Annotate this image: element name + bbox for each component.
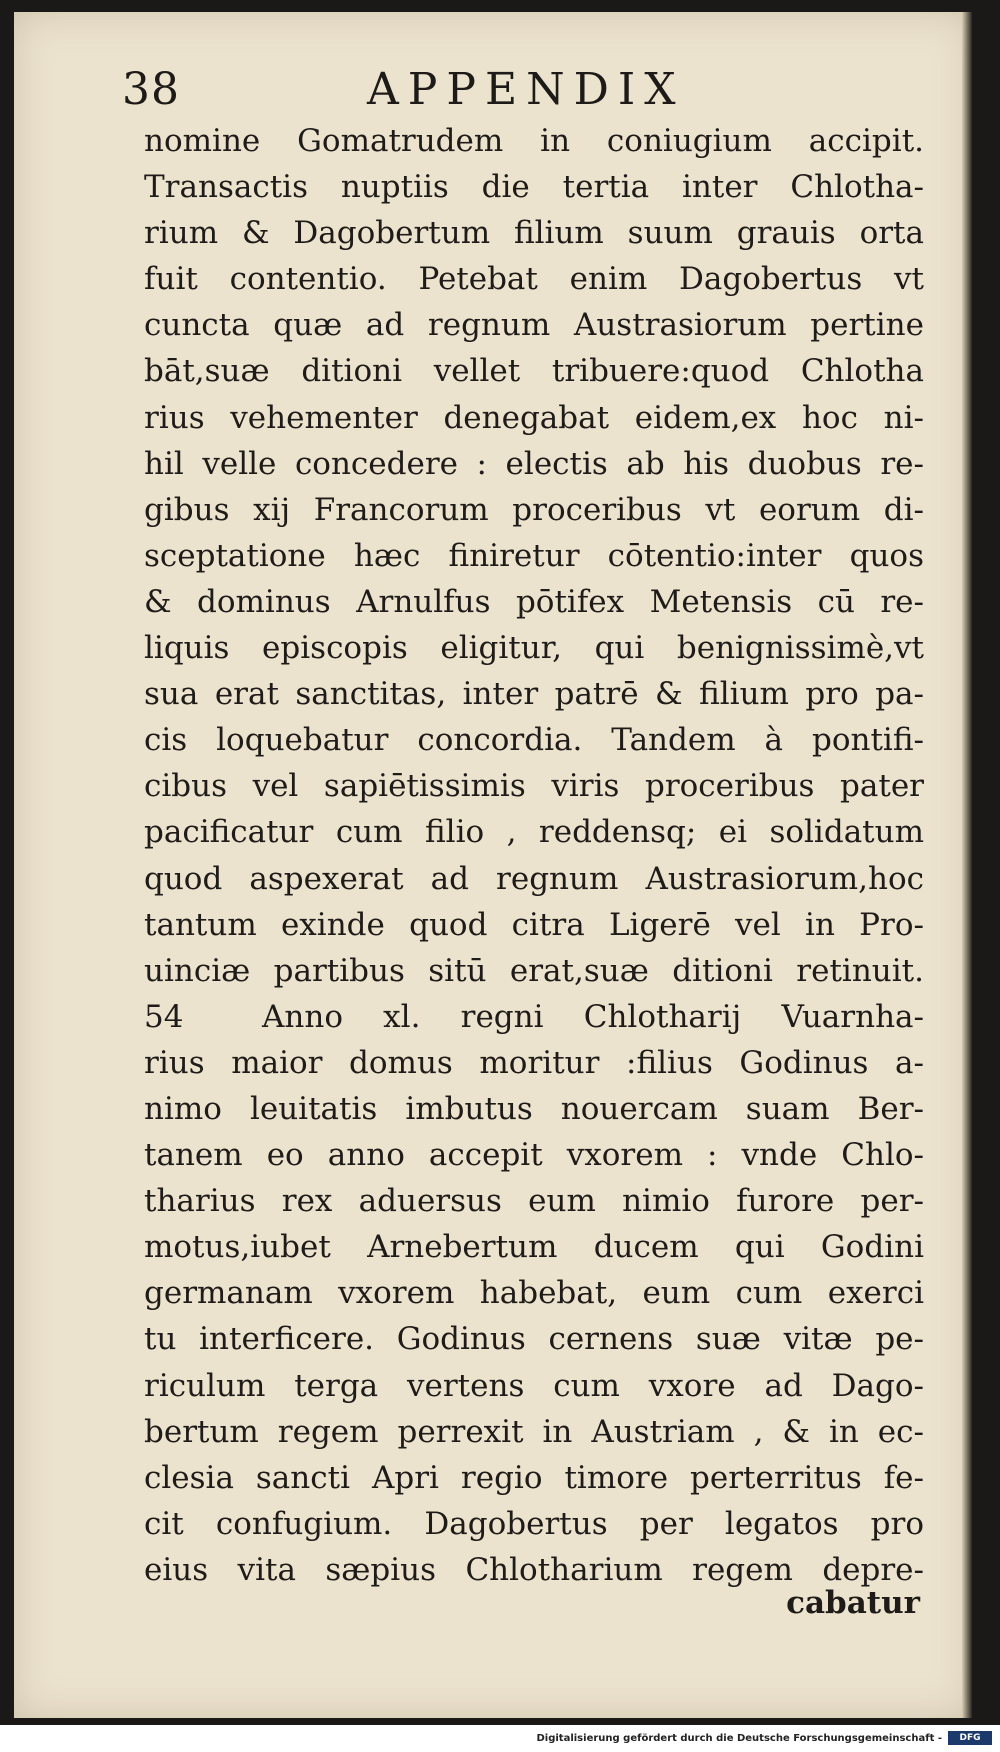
body-text xyxy=(144,118,924,1593)
text-line: bāt,suæ ditioni vellet tribuere:quod Chlotha xyxy=(144,353,924,390)
text-line: pacificatur cum filio , reddensq; ei solidatum xyxy=(144,814,924,851)
text-line: rius vehementer denegabat eidem,ex hoc ni- xyxy=(144,399,924,436)
text-line: tantum exinde quod citra Ligerē vel in Pro- xyxy=(144,906,924,943)
text-line: germanam vxorem habebat, eum cum exerci xyxy=(144,1275,924,1312)
text-line: & dominus Arnulfus pōtifex Metensis cū re- xyxy=(144,583,924,620)
text-line: nimo leuitatis imbutus nouercam suam Ber- xyxy=(144,1090,924,1127)
digitization-footer xyxy=(0,1725,1000,1752)
text-line: Transactis nuptiis die tertia inter Chlotha- xyxy=(144,169,924,206)
text-line: clesia sancti Apri regio timore perterritus fe- xyxy=(144,1459,924,1496)
text-line: riculum terga vertens cum vxore ad Dago- xyxy=(144,1367,924,1404)
text-line: tanem eo anno accepit vxorem : vnde Chlo- xyxy=(144,1137,924,1174)
page-number: 38 xyxy=(122,64,180,115)
text-line: uinciæ partibus sitū erat,suæ ditioni retinuit. xyxy=(144,952,924,989)
text-line: rius maior domus moritur :filius Godinus a- xyxy=(144,1044,924,1081)
text-line: motus,iubet Arnebertum ducem qui Godini xyxy=(144,1229,924,1266)
text-line: tu interficere. Godinus cernens suæ vitæ pe- xyxy=(144,1321,924,1358)
text-line: bertum regem perrexit in Austriam , & in ec- xyxy=(144,1413,924,1450)
dfg-logo: DFG xyxy=(948,1731,992,1745)
text-line: cibus vel sapiētissimis viris proceribus pater xyxy=(144,768,924,805)
catchword: cabatur xyxy=(786,1585,920,1621)
text-line: liquis episcopis eligitur, qui benignissimè,vt xyxy=(144,630,924,667)
text-line: hil velle concedere : electis ab his duobus re- xyxy=(144,445,924,482)
text-line: cit confugium. Dagobertus per legatos pro xyxy=(144,1505,924,1542)
text-line: gibus xij Francorum proceribus vt eorum di- xyxy=(144,491,924,528)
text-line: eius vita sæpius Chlotharium regem depre- xyxy=(144,1551,924,1588)
paragraph-number: 54 xyxy=(144,998,184,1035)
text-line: Anno xl. regni Chlotharij Vuarnha- xyxy=(262,998,924,1035)
text-line: sua erat sanctitas, inter patrē & filium pro pa- xyxy=(144,676,924,713)
text-line: cis loquebatur concordia. Tandem à pontifi- xyxy=(144,722,924,759)
text-line: quod aspexerat ad regnum Austrasiorum,hoc xyxy=(144,860,924,897)
page-edge xyxy=(962,12,972,1718)
funding-credit: Digitalisierung gefördert durch die Deutsche Forschungsgemeinschaft - xyxy=(536,1733,942,1744)
text-line: nomine Gomatrudem in coniugium accipit. xyxy=(144,123,924,159)
running-head: APPENDIX xyxy=(367,64,685,115)
text-line: fuit contentio. Petebat enim Dagobertus vt xyxy=(144,261,924,298)
paragraph-start-line xyxy=(144,994,924,1040)
text-line: cuncta quæ ad regnum Austrasiorum pertine xyxy=(144,307,924,344)
text-line: sceptatione hæc finiretur cōtentio:inter quos xyxy=(144,537,924,574)
text-line: tharius rex aduersus eum nimio furore per- xyxy=(144,1183,924,1220)
text-line: rium & Dagobertum filium suum grauis orta xyxy=(144,215,924,252)
